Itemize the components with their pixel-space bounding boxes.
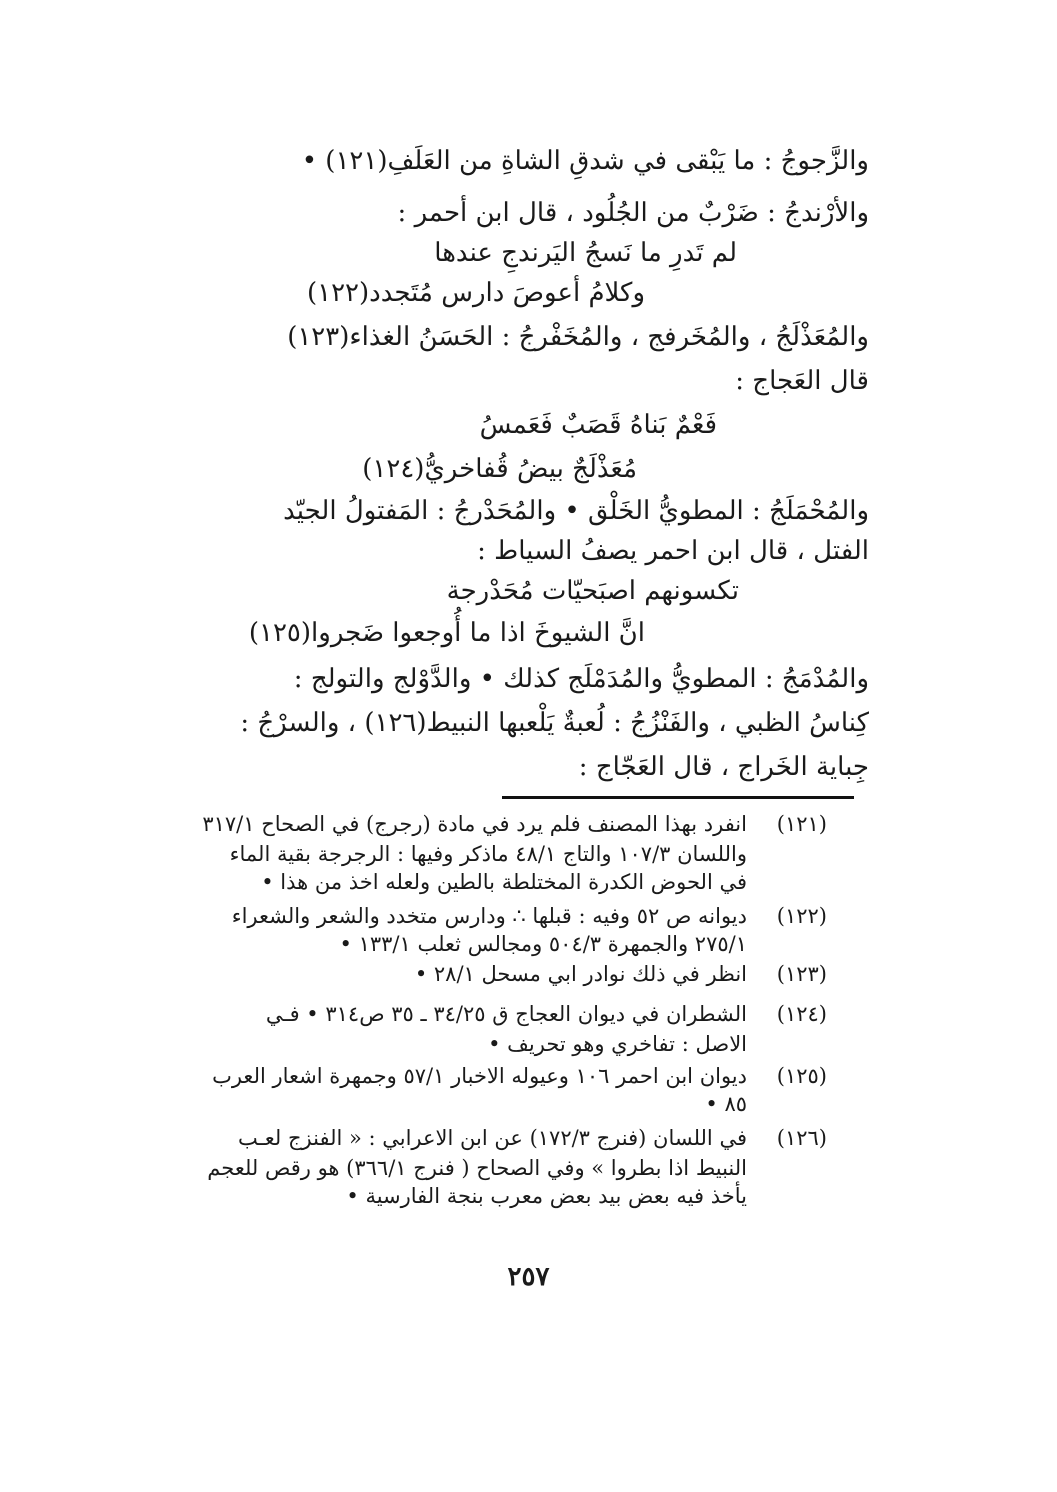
footnote-line: الاصل : تفاخري وهو تحريف •: [488, 1032, 747, 1056]
footnote-line: ديوان ابن احمر ١٠٦ وعيوله الاخبار ٥٧/١ وجمهرة اشعار العرب: [212, 1064, 747, 1088]
footnote-line: ٨٥ •: [705, 1092, 747, 1116]
main-line: جِباية الخَراج ، قال العَجّاج :: [578, 752, 869, 782]
footnote-line: في الحوض الكدرة المختلطة بالطين ولعله اخذ من هذا •: [261, 870, 747, 894]
verse-line: تكسونهم اصبَحيّات مُحَدْرجة: [446, 576, 739, 606]
footnote-line: ٢٧٥/١ والجمهرة ٥٠٤/٣ ومجالس ثعلب ١٣٣/١ •: [339, 932, 747, 956]
footnote-line: يأخذ فيه بعض بيد بعض معرب بنجة الفارسية •: [346, 1184, 747, 1208]
verse-line: لم تَدرِ ما نَسجُ اليَرندجِ عندها: [434, 238, 737, 268]
footnote-line: انفرد بهذا المصنف فلم يرد في مادة (رجرج) في الصحاح ٣١٧/١: [202, 812, 747, 836]
footnote-line: واللسان ١٠٧/٣ والتاج ٤٨/١ ماذكر وفيها : الرجرجة بقية الماء: [229, 842, 747, 866]
footnote-line: ديوانه ص ٥٢ وفيه : قبلها ∴ ودارس متخدد والشعر والشعراء: [231, 904, 747, 928]
footnote-number: (١٢٢): [776, 904, 827, 928]
main-line: والأرْندجُ : ضَرْبٌ من الجُلُود ، قال ابن أحمر :: [397, 198, 869, 228]
verse-line: مُعَذْلَجٌ بيضُ قُفاخريُّ(١٢٤): [362, 454, 637, 484]
footnote-number: (١٢٤): [776, 1002, 827, 1026]
footnote-line: النبيط اذا بطروا » وفي الصحاح ( فنرج ٣٦٦/١) هو رقص للعجم: [207, 1156, 747, 1180]
footnote-line: انظر في ذلك نوادر ابي مسحل ٢٨/١ •: [414, 962, 747, 986]
main-line: كِناسُ الظبي ، والفَنْزُجُ : لُعبةٌ يَلْعبها النبيط(١٢٦) ، والسرْجُ :: [240, 708, 869, 738]
main-line: الفتل ، قال ابن احمر يصفُ السياط :: [477, 536, 869, 566]
footnote-rule: [502, 796, 854, 799]
footnote-number: (١٢٥): [776, 1064, 827, 1088]
footnote-number: (١٢٣): [776, 962, 827, 986]
footnote-line: الشطران في ديوان العجاج ق ٣٤/٢٥ ـ ٣٥ ص٣١٤ • فـي: [265, 1002, 747, 1026]
footnote-number: (١٢٦): [776, 1126, 827, 1150]
verse-line: وكلامُ أعوصَ دارس مُتَجدد(١٢٢): [306, 278, 645, 308]
main-line: والمُدْمَجُ : المطويُّ والمُدَمْلَج كذلك • والدَّوْلج والتولج :: [293, 664, 869, 694]
verse-line: فَعْمٌ بَناهُ قَصَبٌ فَعَمسُ: [479, 410, 717, 440]
main-line: قال العَجاج :: [735, 366, 869, 396]
main-line: والمُحْمَلَجُ : المطويُّ الخَلْق • والمُحَدْرجُ : المَفتولُ الجيّد: [283, 496, 869, 526]
footnote-number: (١٢١): [776, 812, 827, 836]
page-number: ٢٥٧: [507, 1262, 550, 1292]
main-line: والزَّجوجُ : ما يَبْقى في شدقِ الشاةِ من العَلَفِ(١٢١) •: [301, 146, 869, 176]
main-line: والمُعَذْلَجُ ، والمُخَرفج ، والمُخَفْرجُ : الحَسَنُ الغذاء(١٢٣): [287, 322, 869, 352]
verse-line: انَّ الشيوخَ اذا ما أُوجعوا ضَجروا(١٢٥): [248, 618, 645, 648]
footnote-line: في اللسان (فنرج ١٧٢/٣) عن ابن الاعرابي : « الفنزج لعـب: [237, 1126, 747, 1150]
